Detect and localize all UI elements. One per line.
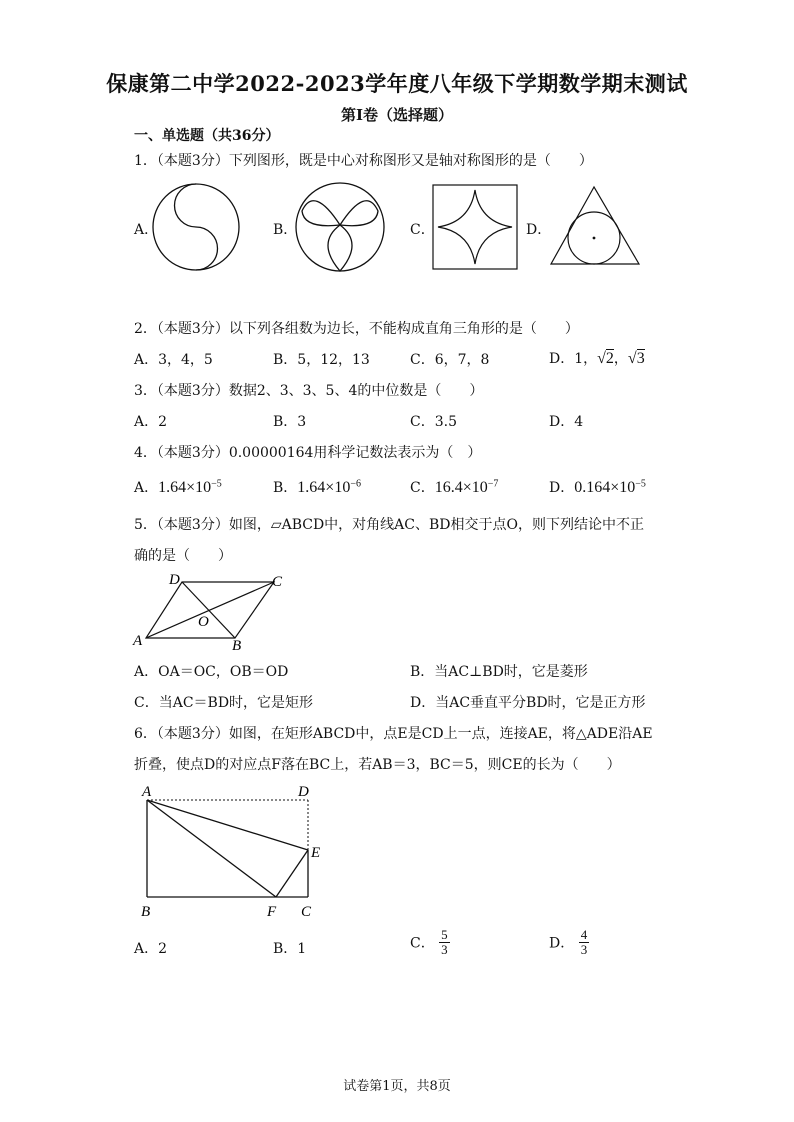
q6-label-d: D	[298, 784, 309, 800]
q2-option-d-radicand-2: 2	[605, 350, 614, 367]
q4-option-b-value: 1.64×10	[297, 479, 351, 496]
q5-option-b: B．当AC⊥BD时，它是菱形	[410, 664, 588, 680]
q5-label-d: D	[169, 572, 180, 588]
q6-stem-line1: 6．（本题3分）如图，在矩形ABCD中，点E是CD上一点，连接AE，将△ADE沿AE	[134, 726, 653, 742]
page-footer: 试卷第1页，共8页	[343, 1079, 451, 1094]
q6-label-b: B	[141, 904, 151, 920]
q4-option-c	[410, 477, 498, 497]
q2-stem: 2．（本题3分）以下列各组数为边长，不能构成直角三角形的是（ ）	[134, 321, 579, 337]
q1-figure-a-taiji	[148, 182, 246, 272]
q2-option-d-separator: ，	[613, 351, 628, 367]
q4-option-d-exponent: −5	[635, 478, 646, 490]
q1-figure-d-incircle-triangle	[547, 185, 643, 267]
q6-option-a: A．2	[134, 941, 168, 957]
q4-option-a	[134, 477, 222, 497]
q2-option-d-radicand-3: 3	[636, 350, 645, 367]
q1-option-a-label: A．	[134, 222, 159, 238]
q5-label-a: A	[133, 633, 143, 649]
exam-subtitle: 第I卷（选择题）	[340, 106, 454, 124]
q6-option-d-numerator: 4	[580, 927, 588, 942]
q2-option-d	[549, 348, 645, 368]
q5-stem-line2: 确的是（ ）	[134, 548, 232, 564]
q1-option-d-label: D．	[526, 222, 552, 238]
q3-option-a: A．2	[134, 414, 168, 430]
q6-stem-line2: 折叠，使点D的对应点F落在BC上，若AB＝3，BC＝5，则CE的长为（ ）	[134, 757, 621, 773]
q5-label-b: B	[232, 638, 242, 654]
q6-label-f: F	[267, 904, 277, 920]
q6-option-d	[549, 928, 589, 957]
q4-option-d	[549, 477, 646, 497]
q2-option-c: C．6，7，8	[410, 352, 490, 368]
q6-option-c	[410, 928, 450, 957]
exam-title: 保康第二中学2022-2023学年度八年级下学期数学期末测试	[106, 71, 688, 96]
q5-parallelogram-figure	[132, 570, 292, 654]
q1-option-b-label: B．	[273, 222, 298, 238]
q1-option-c-label: C．	[410, 222, 435, 238]
q4-option-a-value: 1.64×10	[158, 479, 212, 496]
q5-stem-line1: 5．（本题3分）如图，▱ABCD中，对角线AC、BD相交于点O，则下列结论中不正	[134, 517, 644, 533]
q1-figure-c-star-in-square	[432, 184, 518, 270]
q6-label-a: A	[142, 784, 152, 800]
q2-option-b: B．5，12，13	[273, 352, 370, 368]
q4-option-c-label: C．	[410, 480, 435, 496]
q6-option-d-label: D．	[549, 935, 575, 952]
q1-stem: 1．（本题3分）下列图形，既是中心对称图形又是轴对称图形的是（ ）	[134, 153, 593, 169]
q4-option-c-exponent: −7	[487, 478, 499, 490]
q6-option-c-label: C．	[410, 935, 435, 952]
q6-option-d-fraction	[579, 928, 590, 957]
q6-option-c-numerator: 5	[441, 927, 448, 942]
q6-label-e: E	[311, 845, 321, 861]
q3-option-c: C．3.5	[410, 414, 457, 430]
sqrt-symbol: √	[627, 350, 637, 367]
q4-option-d-label: D．	[549, 480, 575, 496]
sqrt-symbol: √	[597, 350, 606, 367]
q4-option-b-label: B．	[273, 480, 298, 496]
q5-option-d: D．当AC垂直平分BD时，它是正方形	[410, 695, 646, 711]
q5-label-o: O	[198, 614, 209, 630]
q4-option-b-exponent: −6	[350, 478, 361, 490]
q6-option-b: B．1	[273, 941, 307, 957]
q5-label-c: C	[272, 574, 283, 590]
q6-option-c-denominator: 3	[441, 942, 448, 957]
q1-figure-b-trefoil	[294, 181, 386, 273]
q4-option-b	[273, 477, 361, 497]
q5-option-c: C．当AC＝BD时，它是矩形	[134, 695, 314, 711]
q3-stem: 3．（本题3分）数据2、3、3、5、4的中位数是（ ）	[134, 383, 484, 399]
q5-option-a: A．OA＝OC，OB＝OD	[134, 664, 289, 680]
q6-option-d-denominator: 3	[580, 942, 588, 957]
q4-option-a-exponent: −5	[211, 478, 222, 490]
q4-option-a-label: A．	[134, 480, 159, 496]
q4-option-d-value: 0.164×10	[574, 479, 636, 496]
q6-label-c: C	[301, 904, 312, 920]
section-heading: 一、单选题（共36分）	[134, 128, 280, 144]
q2-option-d-label: D．1，	[549, 351, 598, 367]
q4-option-c-value: 16.4×10	[434, 479, 488, 496]
q2-option-a: A．3，4，5	[134, 352, 213, 368]
q4-stem: 4．（本题3分）0.00000164用科学记数法表示为（ ）	[134, 445, 482, 461]
q3-option-d: D．4	[549, 414, 584, 430]
q3-option-b: B．3	[273, 414, 307, 430]
q6-rectangle-fold-figure	[135, 780, 335, 922]
q6-option-c-fraction	[439, 928, 450, 957]
